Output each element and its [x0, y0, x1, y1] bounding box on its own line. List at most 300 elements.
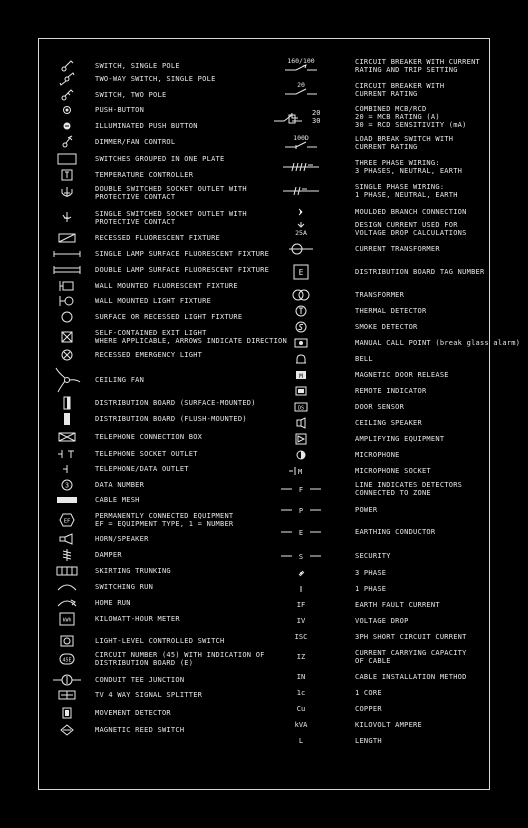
legend-row: [267, 385, 491, 397]
legend-label-line: THERMAL DETECTOR: [355, 307, 427, 315]
double-lamp-fluorescent-icon: [49, 264, 85, 276]
home-run-icon: [49, 597, 85, 609]
legend-row: [267, 353, 491, 365]
legend-label-line: 30 = RCD SENSITIVITY (mA): [355, 121, 467, 129]
legend-label-line: HORN/SPEAKER: [95, 535, 149, 543]
transformer-icon: [271, 289, 331, 301]
legend-label: [95, 565, 171, 577]
remote-indicator-icon: [271, 385, 331, 397]
legend-row: [267, 631, 491, 643]
legend-label-line: WALL MOUNTED FLUORESCENT FIXTURE: [95, 282, 238, 290]
legend-label-line: CONDUIT TEE JUNCTION: [95, 676, 185, 684]
data-number-icon: [49, 479, 85, 491]
legend-row: [267, 81, 491, 99]
legend-label-line: 1 CORE: [355, 689, 382, 697]
single-lamp-fluorescent-icon: [49, 248, 85, 260]
voltage-drop-icon: IV: [296, 617, 306, 625]
legend-row: [39, 650, 267, 668]
legend-label-line: EARTHING CONDUCTOR: [355, 528, 436, 536]
legend-row: [39, 511, 267, 529]
legend-row: [39, 674, 267, 686]
legend-label: [355, 687, 382, 699]
ceiling-speaker-icon: [271, 417, 331, 429]
amplifying-equipment-icon: [271, 433, 331, 445]
legend-label-line: WHERE APPLICABLE, ARROWS INDICATE DIRECTION: [95, 337, 287, 345]
legend-row: [39, 597, 267, 609]
legend-label: [355, 615, 409, 627]
legend-label: [355, 206, 467, 218]
switches-grouped-plate-icon: [49, 153, 85, 165]
legend-label: [95, 311, 242, 323]
three-phase-wiring-icon: [271, 158, 331, 176]
legend-label-line: RECESSED EMERGENCY LIGHT: [95, 351, 203, 359]
legend-row: [39, 89, 267, 101]
legend-label: [95, 120, 198, 132]
legend-label: [95, 431, 202, 443]
legend-label-line: OF CABLE: [355, 657, 391, 665]
distribution-board-surface-icon: [49, 396, 85, 410]
legend-row: [267, 337, 521, 349]
legend-label: [95, 650, 265, 668]
legend-label: [95, 280, 238, 292]
legend-label: [95, 349, 202, 361]
one-core-icon: 1c: [296, 689, 306, 697]
circuit-breaker-rating-trip-icon: 160/100: [271, 57, 331, 75]
legend-label: [95, 209, 247, 227]
legend-label: [95, 232, 220, 244]
microphone-socket-icon: [271, 465, 331, 477]
legend-label: [355, 631, 467, 643]
legend-label-line: SKIRTING TRUNKING: [95, 567, 171, 575]
legend-row: [39, 232, 267, 244]
legend-frame: [38, 38, 521, 790]
exit-light-icon: [49, 328, 85, 346]
telephone-box-icon: [49, 431, 85, 443]
legend-label-line: LINE INDICATES DETECTORS: [355, 481, 463, 489]
legend-row: [39, 73, 267, 85]
legend-label: [355, 599, 440, 611]
telephone-socket-icon: [49, 448, 85, 460]
legend-row: [267, 206, 491, 218]
current-transformer-icon: [271, 243, 331, 255]
svg-text:S: S: [298, 553, 304, 561]
legend-label: [95, 60, 180, 72]
microphone-icon: [271, 449, 331, 461]
legend-label-line: SWITCHING RUN: [95, 583, 154, 591]
push-button-icon: [49, 104, 85, 116]
legend-label: [355, 567, 386, 579]
legend-row: [267, 220, 491, 238]
legend-label-line: CURRENT TRANSFORMER: [355, 245, 440, 253]
magnetic-door-release-icon: [271, 369, 331, 381]
temperature-controller-icon: [49, 169, 85, 181]
legend-label: [355, 401, 404, 413]
legend-label-line: 1 PHASE: [355, 585, 387, 593]
legend-row: [267, 369, 491, 381]
legend-row: [39, 565, 267, 577]
single-socket-outlet-icon: [49, 209, 85, 227]
legend-label: [355, 243, 440, 255]
legend-row: [267, 703, 491, 715]
legend-label: [95, 533, 149, 545]
svg-text:EF: EF: [63, 518, 71, 525]
legend-label-line: VOLTAGE DROP CALCULATIONS: [355, 229, 467, 237]
legend-label-line: SELF-CONTAINED EXIT LIGHT: [95, 329, 207, 337]
cable-mesh-icon: [49, 494, 85, 506]
legend-label-line: DAMPER: [95, 551, 122, 559]
legend-label-line: TV 4 WAY SIGNAL SPLITTER: [95, 691, 203, 699]
legend-label-line: BELL: [355, 355, 373, 363]
legend-label: [95, 264, 269, 276]
legend-row: [39, 396, 267, 410]
legend-label-line: EF = EQUIPMENT TYPE, 1 = NUMBER: [95, 520, 234, 528]
legend-row: [267, 289, 491, 301]
legend-label-line: REMOTE INDICATOR: [355, 387, 427, 395]
distribution-board-flush-icon: [49, 412, 85, 426]
legend-label: [355, 648, 467, 666]
legend-label-line: SWITCH, TWO POLE: [95, 91, 167, 99]
legend-row: [39, 120, 267, 132]
load-break-switch-icon: 100D: [271, 134, 331, 152]
legend-label-line: CEILING SPEAKER: [355, 419, 422, 427]
legend-label: [95, 136, 175, 148]
legend-label-line: DATA NUMBER: [95, 481, 145, 489]
legend-row: [267, 321, 491, 333]
legend-label-line: SECURITY: [355, 552, 391, 560]
svg-text:E: E: [298, 268, 304, 277]
legend-label: [95, 724, 184, 736]
legend-label: [355, 703, 382, 715]
legend-row: [39, 479, 267, 491]
legend-label: [95, 248, 269, 260]
damper-icon: [49, 549, 85, 561]
legend-row: [39, 412, 267, 426]
legend-row: [267, 526, 491, 538]
legend-label: [355, 417, 422, 429]
copper-icon: Cu: [296, 705, 306, 713]
legend-label-line: CURRENT RATING: [355, 143, 418, 151]
legend-row: [39, 707, 267, 719]
legend-label-line: LIGHT-LEVEL CONTROLLED SWITCH: [95, 637, 225, 645]
kilovolt-ampere-icon: kVA: [294, 721, 308, 729]
legend-row: [39, 369, 267, 391]
legend-label: [95, 73, 216, 85]
legend-row: [39, 533, 267, 545]
svg-text:M: M: [298, 468, 303, 476]
switch-single-pole-icon: [49, 60, 85, 72]
smoke-detector-icon: [271, 321, 331, 333]
legend-label-line: SURFACE OR RECESSED LIGHT FIXTURE: [95, 313, 243, 321]
svg-text:P: P: [298, 507, 304, 515]
legend-label: [95, 597, 131, 609]
legend-label: [95, 328, 287, 346]
legend-row: [267, 735, 491, 747]
thermal-detector-icon: [271, 305, 331, 317]
design-current-icon: 25A: [271, 220, 331, 238]
legend-label: [95, 549, 122, 561]
legend-label: [355, 337, 520, 349]
svg-text:M: M: [299, 373, 303, 380]
ceiling-fan-icon: [49, 369, 85, 391]
legend-row: [39, 136, 267, 148]
telephone-data-outlet-icon: [49, 463, 85, 475]
legend-label-line: EARTH FAULT CURRENT: [355, 601, 440, 609]
legend-label: [95, 396, 256, 410]
legend-label-line: DIMMER/FAN CONTROL: [95, 138, 176, 146]
legend-label: [355, 220, 467, 238]
legend-label-line: AMPLIFYING EQUIPMENT: [355, 435, 445, 443]
legend-label-line: SMOKE DETECTOR: [355, 323, 418, 331]
legend-row: [39, 153, 267, 165]
emergency-light-icon: [49, 349, 85, 361]
legend-label-line: POWER: [355, 506, 378, 514]
switching-run-icon: [49, 581, 85, 593]
legend-label-line: RATING AND TRIP SETTING: [355, 66, 458, 74]
legend-label-line: RECESSED FLUORESCENT FIXTURE: [95, 234, 221, 242]
legend-row: [267, 134, 491, 152]
legend-row: [39, 209, 267, 227]
legend-label: [355, 321, 418, 333]
svg-text:20: 20: [312, 109, 321, 117]
legend-label-line: HOME RUN: [95, 599, 131, 607]
legend-row: [267, 480, 491, 498]
legend-label-line: 3 PHASE: [355, 569, 387, 577]
legend-row: [267, 433, 491, 445]
legend-row: [39, 280, 267, 292]
legend-label-line: CABLE INSTALLATION METHOD: [355, 673, 467, 681]
legend-row: [39, 311, 267, 323]
one-phase-icon: [271, 583, 331, 595]
legend-label-line: MOVEMENT DETECTOR: [95, 709, 171, 717]
single-phase-wiring-icon: [271, 182, 331, 200]
legend-label-line: SINGLE SWITCHED SOCKET OUTLET WITH: [95, 210, 247, 218]
legend-label-line: COMBINED MCB/RCD: [355, 105, 427, 113]
legend-label: [355, 369, 449, 381]
legend-label: [355, 353, 373, 365]
legend-row: [39, 295, 267, 307]
manual-call-point-icon: [271, 337, 331, 349]
skirting-trunking-icon: [49, 565, 85, 577]
legend-row: [39, 612, 267, 626]
legend-row: [39, 104, 267, 116]
legend-row: [39, 349, 267, 361]
legend-label-line: MAGNETIC DOOR RELEASE: [355, 371, 449, 379]
legend-row: [39, 494, 267, 506]
legend-label-line: PROTECTIVE CONTACT: [95, 193, 176, 201]
legend-label-line: MICROPHONE SOCKET: [355, 467, 431, 475]
legend-label-line: SWITCH, SINGLE POLE: [95, 62, 180, 70]
wall-mounted-light-icon: [49, 295, 85, 307]
legend-label: [355, 449, 400, 461]
legend-row: [267, 182, 491, 200]
legend-label: [95, 412, 247, 426]
legend-label: [95, 689, 202, 701]
legend-label: [95, 184, 247, 202]
horn-speaker-icon: [49, 533, 85, 545]
legend-row: [267, 158, 491, 176]
circuit-breaker-rating-icon: 20: [271, 81, 331, 99]
legend-label-line: COPPER: [355, 705, 382, 713]
legend-label: [355, 261, 484, 283]
legend-label: [95, 707, 171, 719]
movement-detector-icon: [49, 707, 85, 719]
svg-text:E: E: [298, 529, 304, 537]
magnetic-reed-switch-icon: [49, 724, 85, 736]
legend-row: [39, 549, 267, 561]
legend-label: [95, 169, 193, 181]
legend-label-line: SINGLE LAMP SURFACE FLUORESCENT FIXTURE: [95, 250, 270, 258]
distribution-board-tag-icon: [271, 261, 331, 283]
legend-label: [355, 583, 386, 595]
legend-label-line: CIRCUIT BREAKER WITH: [355, 82, 445, 90]
legend-label: [95, 612, 180, 626]
legend-label: [95, 295, 211, 307]
legend-label-line: MANUAL CALL POINT (break glass alarm): [355, 339, 521, 347]
legend-label-line: DOUBLE SWITCHED SOCKET OUTLET WITH: [95, 185, 247, 193]
legend-label-line: PERMANENTLY CONNECTED EQUIPMENT: [95, 512, 234, 520]
legend-label-line: PUSH-BUTTON: [95, 106, 145, 114]
two-way-switch-icon: [49, 73, 85, 85]
legend-label-line: 1 PHASE, NEUTRAL, EARTH: [355, 191, 458, 199]
moulded-branch-icon: [271, 206, 331, 218]
legend-label-line: CONNECTED TO ZONE: [355, 489, 431, 497]
legend-row: [39, 60, 267, 72]
legend-row: [267, 615, 491, 627]
door-sensor-icon: [271, 401, 331, 413]
combined-mcb-rcd-icon: [271, 104, 331, 130]
legend-label-line: MOULDED BRANCH CONNECTION: [355, 208, 467, 216]
legend-label: [95, 494, 140, 506]
legend-label-line: PROTECTIVE CONTACT: [95, 218, 176, 226]
legend-label-line: KILOWATT-HOUR METER: [95, 615, 180, 623]
legend-label-line: CEILING FAN: [95, 376, 145, 384]
legend-row: [267, 719, 491, 731]
legend-label: [95, 448, 198, 460]
length-icon: L: [298, 737, 304, 745]
legend-label: [95, 153, 224, 165]
double-socket-outlet-icon: [49, 184, 85, 202]
legend-label: [355, 158, 462, 176]
legend-label: [355, 550, 391, 562]
legend-label: [95, 635, 224, 647]
light-level-switch-icon: [49, 635, 85, 647]
legend-label-line: WALL MOUNTED LIGHT FIXTURE: [95, 297, 212, 305]
legend-row: [39, 463, 267, 475]
legend-row: [39, 635, 267, 647]
legend-row: [267, 671, 491, 683]
legend-row: [39, 448, 267, 460]
legend-label-line: DISTRIBUTION BOARD (E): [95, 659, 194, 667]
legend-row: [39, 581, 267, 593]
legend-label: [355, 57, 480, 75]
legend-label-line: KILOVOLT AMPERE: [355, 721, 422, 729]
legend-label-line: MAGNETIC REED SWITCH: [95, 726, 185, 734]
permanent-equipment-icon: [49, 511, 85, 529]
legend-label-line: LENGTH: [355, 737, 382, 745]
legend-row: [267, 465, 491, 477]
legend-row: [267, 599, 491, 611]
detector-line-icon: [271, 480, 331, 498]
dimmer-fan-control-icon: [49, 136, 85, 148]
earth-fault-current-icon: IF: [296, 601, 306, 609]
legend-label-line: CABLE MESH: [95, 496, 140, 504]
legend-label: [95, 674, 184, 686]
legend-label-line: TRANSFORMER: [355, 291, 405, 299]
security-line-icon: [271, 550, 331, 562]
legend-label-line: THREE PHASE WIRING:: [355, 159, 440, 167]
legend-row: [39, 169, 267, 181]
legend-row: [267, 401, 491, 413]
legend-label: [355, 104, 467, 130]
legend-label-line: DOOR SENSOR: [355, 403, 405, 411]
legend-label-line: CIRCUIT BREAKER WITH CURRENT: [355, 58, 481, 66]
legend-label: [355, 671, 467, 683]
legend-row: [267, 449, 491, 461]
legend-row: [39, 724, 267, 736]
legend-row: [267, 583, 491, 595]
legend-label: [355, 134, 453, 152]
conduit-tee-icon: [49, 674, 85, 686]
legend-row: [39, 689, 267, 701]
circuit-number-icon: [49, 650, 85, 668]
legend-label: [95, 89, 166, 101]
legend-label: [355, 289, 404, 301]
svg-text:3: 3: [64, 481, 70, 490]
legend-label: [355, 465, 431, 477]
legend-label-line: ILLUMINATED PUSH BUTTON: [95, 122, 198, 130]
legend-label: [95, 479, 144, 491]
svg-text:kWh: kWh: [62, 617, 72, 624]
surface-recessed-light-icon: [49, 311, 85, 323]
legend-row: [267, 417, 491, 429]
legend-label-line: CURRENT CARRYING CAPACITY: [355, 649, 467, 657]
legend-row: [267, 243, 491, 255]
legend-label-line: TELEPHONE/DATA OUTLET: [95, 465, 189, 473]
legend-row: [267, 567, 491, 579]
legend-label: [355, 735, 382, 747]
legend-label: [95, 581, 153, 593]
legend-row: [267, 305, 491, 317]
legend-row: [267, 504, 491, 516]
legend-label: [95, 511, 233, 529]
legend-row: [267, 57, 491, 75]
legend-row: [267, 261, 491, 283]
kwh-meter-icon: [49, 612, 85, 626]
legend-row: [39, 431, 267, 443]
legend-label: [355, 385, 426, 397]
legend-row: [267, 687, 491, 699]
legend-label-line: TWO-WAY SWITCH, SINGLE POLE: [95, 75, 216, 83]
legend-label-line: MICROPHONE: [355, 451, 400, 459]
current-capacity-icon: IZ: [296, 653, 306, 661]
legend-label: [355, 182, 458, 200]
svg-text:30: 30: [312, 117, 321, 125]
legend-row: [39, 184, 267, 202]
svg-text:DS: DS: [297, 405, 305, 412]
legend-row: [267, 648, 491, 666]
earthing-conductor-icon: [271, 526, 331, 538]
svg-text:45E: 45E: [62, 657, 72, 664]
legend-label-line: 20 = MCB RATING (A): [355, 113, 440, 121]
short-circuit-current-icon: ISC: [294, 633, 308, 641]
legend-label-line: CURRENT RATING: [355, 90, 418, 98]
legend-label-line: DISTRIBUTION BOARD TAG NUMBER: [355, 268, 485, 276]
legend-label: [355, 480, 462, 498]
legend-label: [355, 81, 444, 99]
legend-label-line: DOUBLE LAMP SURFACE FLUORESCENT FIXTURE: [95, 266, 270, 274]
recessed-fluorescent-icon: [49, 232, 85, 244]
three-phase-icon: [271, 567, 331, 579]
